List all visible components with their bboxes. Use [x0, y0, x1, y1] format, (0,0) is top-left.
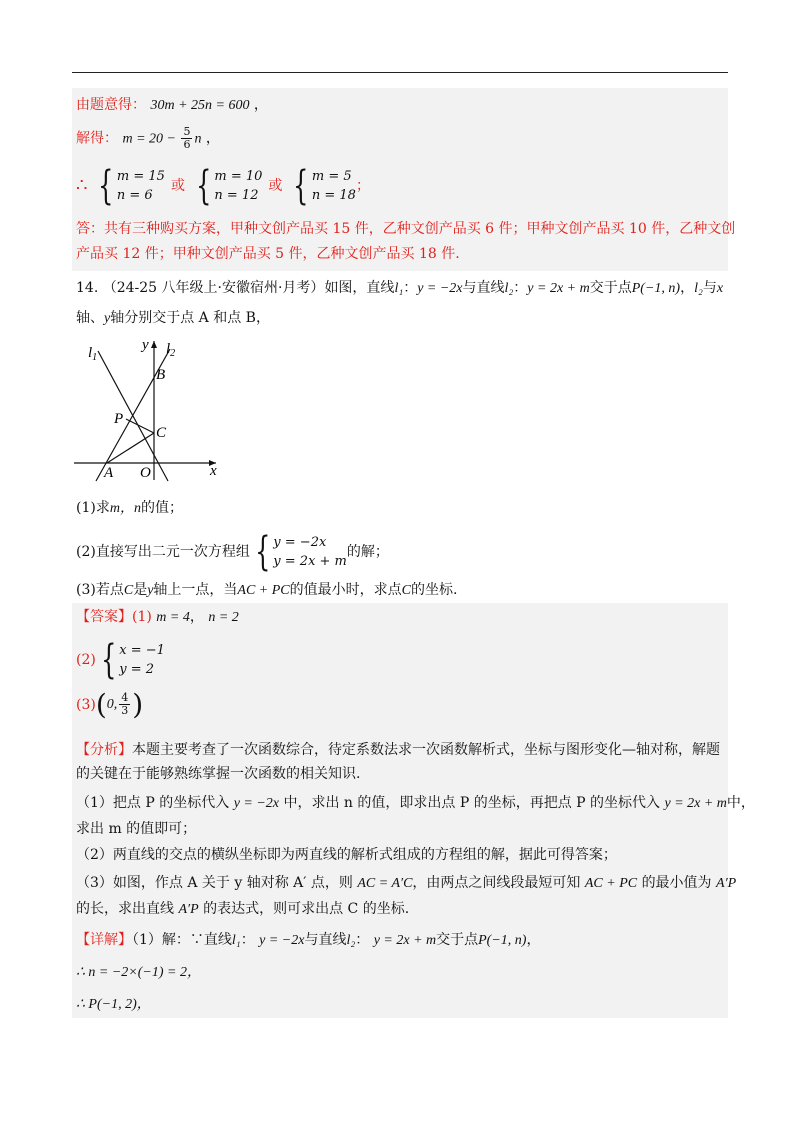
question-text: 的值最小时，求点 [289, 582, 402, 598]
question-text: (1)求 [76, 500, 110, 516]
stem-text: ： [403, 280, 418, 296]
l2-equation: y = 2x + m [527, 281, 590, 296]
analysis-step-1 [76, 792, 755, 815]
problem-stem-line-1 [76, 277, 723, 300]
stem-text: 轴分别交于点 A 和点 B， [110, 310, 270, 326]
prev-fraction [181, 126, 192, 151]
problem-stem-line-2 [76, 307, 270, 330]
system-1: { m = 15 n = 6 [98, 163, 165, 209]
detail-tag: 【详解】 [76, 932, 132, 948]
point-p: P(−1, n) [631, 281, 681, 296]
answer-system: { x = −1 y = 2 [100, 637, 165, 683]
analysis-text: 的表达式，则可求出点 C 的坐标. [203, 901, 410, 917]
detail-line-3: ∴ P(−1, 2)， [76, 997, 151, 1012]
answer-3: (3) ( 0, $\frac{4}{3}$ ) [76, 687, 144, 721]
system-3: { m = 5 n = 18 [293, 163, 356, 209]
system-row: x = −1 [119, 643, 165, 658]
l1-equation: y = −2x [417, 281, 463, 296]
analysis-text: 的长，求出直线 [76, 901, 174, 917]
stem-text: 与直线 [462, 280, 505, 296]
point-c: C [123, 583, 134, 598]
prev-equation: 30m + 25n = 600 [150, 98, 250, 113]
answer-m: m = 4 [156, 610, 190, 625]
fraction-denominator: 6 [183, 138, 191, 151]
answer-prefix: (3) [76, 696, 96, 713]
answer-2 [76, 637, 165, 683]
analysis-segment: A′P [178, 902, 199, 917]
analysis-text: ，由两点之间线段最短可知 [412, 875, 581, 891]
prev-solve-var: n [194, 131, 202, 147]
system-row: n = 6 [116, 188, 153, 203]
line-l2-label: l₂ [346, 933, 356, 948]
coordinate-figure [70, 335, 230, 485]
answer-prefix: (2) [76, 652, 96, 668]
label-y: y [142, 337, 149, 353]
question-text: 的解； [346, 544, 389, 560]
fraction-numerator: 5 [183, 125, 191, 138]
prev-label: 由题意得： [76, 97, 146, 113]
answer-prefix: (1) [132, 609, 152, 625]
answer-coord: 0, [106, 696, 118, 712]
detail-equation: y = −2x [259, 933, 305, 948]
label-x: x [210, 463, 217, 479]
line-l1-label: l₁ [394, 281, 404, 296]
question-vars: m，n [109, 501, 141, 516]
stem-text: 交于点 [589, 280, 632, 296]
analysis-line-1 [76, 739, 720, 761]
system-row: m = 10 [214, 169, 263, 184]
sum-expression: AC + PC [237, 583, 290, 598]
stem-text: ， [680, 280, 695, 296]
analysis-tag: 【分析】 [76, 742, 132, 758]
system-row: y = 2x + m [273, 554, 347, 569]
y-axis-arrow [151, 341, 157, 348]
line-l1-label: l₁ [231, 933, 241, 948]
line-l2-label: l₂ [504, 281, 514, 296]
analysis-equation: y = −2x [233, 796, 280, 811]
question-1 [76, 497, 183, 520]
problem-source: （24-25 八年级上·安徽宿州·月考） [102, 280, 325, 296]
question-text: 轴上一点，当 [153, 582, 238, 598]
prev-answer-line-1: 答：共有三种购买方案，甲种文创产品买 15 件，乙种文创产品买 6 件；甲种文创产品买 10 件，乙种文创 [76, 221, 736, 237]
fraction-denominator: 3 [121, 704, 129, 717]
point-c: C [401, 583, 411, 598]
prev-solve-label: 解得： [76, 130, 118, 147]
analysis-text: 中， [726, 795, 755, 811]
therefore-symbol: ∴ [76, 175, 88, 196]
fraction-numerator: 4 [121, 691, 129, 704]
detail-text: 与直线 [304, 932, 347, 948]
analysis-equation: AC = A′C [357, 876, 413, 891]
system-row: y = 2 [119, 662, 155, 677]
prev-solve-lhs: m = 20 − [122, 131, 180, 147]
system-2: { m = 10 n = 12 [196, 163, 263, 209]
answer-tag: 【答案】 [76, 609, 132, 625]
or-word: 或 [268, 178, 283, 194]
label-b: B [156, 367, 166, 383]
system-row: n = 18 [311, 188, 356, 203]
detail-text: ： [240, 932, 255, 948]
answer-n: n = 2 [208, 610, 239, 625]
analysis-line-2: 的关键在于能够熟练掌握一次函数的相关知识. [76, 766, 361, 782]
question-text: (3)若点 [76, 582, 124, 598]
analysis-text: 本题主要考查了一次函数综合，待定系数法求一次函数解析式，坐标与图形变化—轴对称，解题 [132, 742, 720, 758]
prev-punct: ， [253, 97, 268, 113]
system-row: y = −2x [273, 535, 327, 550]
detail-line-1 [76, 929, 540, 952]
question-text: (2)直接写出二元一次方程组 [76, 544, 250, 560]
stem-text: ： [513, 280, 528, 296]
detail-text: ： [355, 932, 370, 948]
problem-number: 14. [76, 280, 99, 296]
detail-text: （1）解：∵直线 [132, 932, 232, 948]
detail-line-2: ∴ n = −2×(−1) = 2， [76, 965, 201, 980]
var-x: x [716, 281, 724, 296]
var-y: y [147, 583, 154, 598]
analysis-text: （3）如图，作点 A 关于 y 轴对称 A′ 点，则 [76, 875, 353, 891]
label-p: P [114, 411, 124, 427]
analysis-text: 中，求出 n 的值，即求出点 P 的坐标，再把点 P 的坐标代入 [283, 795, 661, 811]
label-c: C [156, 425, 167, 441]
system-row: m = 15 [116, 169, 165, 184]
line-l2-label: l₂ [694, 281, 703, 296]
point-p: P(−1, n) [478, 933, 527, 948]
detail-text: 交于点 [436, 932, 479, 948]
label-l2: $l_2$ [166, 341, 176, 359]
segment-pc [126, 419, 154, 433]
answer-fraction [119, 692, 130, 717]
stem-text: 与 [702, 280, 717, 296]
analysis-equation: y = 2x + m [664, 796, 727, 811]
stem-text: 如图，直线 [324, 280, 395, 296]
question-2 [76, 529, 389, 575]
detail-equation: y = 2x + m [373, 933, 437, 948]
or-word: 或 [170, 178, 185, 194]
system-row: m = 5 [311, 169, 352, 184]
label-o: O [140, 465, 151, 481]
prev-systems [76, 163, 370, 209]
var-y: y [104, 311, 111, 326]
prev-punct: ； [355, 178, 370, 194]
analysis-step-2: （2）两直线的交点的横纵坐标即为两直线的解析式组成的方程组的解，据此可得答案； [76, 847, 617, 863]
analysis-text: 的最小值为 [641, 875, 712, 891]
question-text: 的值； [140, 500, 183, 516]
label-a: A [104, 465, 114, 481]
question-3 [76, 579, 457, 602]
question-system: { y = −2x y = 2x + m [254, 529, 347, 575]
system-row: n = 12 [214, 188, 259, 203]
detail-text: ， [526, 932, 541, 948]
prev-line-2 [76, 126, 220, 151]
answer-1 [76, 606, 239, 629]
answer-sep: ， [189, 609, 204, 625]
analysis-text: （1）把点 P 的坐标代入 [76, 795, 230, 811]
analysis-step-1b: 求出 m 的值即可； [76, 821, 197, 837]
prev-line-1 [76, 94, 268, 117]
question-text: 的坐标. [410, 582, 458, 598]
prev-answer-line-2: 产品买 12 件；甲种文创产品买 5 件，乙种文创产品买 18 件. [76, 246, 460, 262]
header-rule [72, 72, 728, 73]
analysis-step-3 [76, 872, 736, 895]
prev-punct: ， [205, 130, 220, 147]
label-l1: $l_1$ [88, 345, 98, 363]
analysis-step-3b [76, 898, 409, 921]
analysis-segment: A′P [716, 876, 737, 891]
question-text: 是 [133, 582, 148, 598]
analysis-equation: AC + PC [584, 876, 638, 891]
stem-text: 轴、 [76, 310, 104, 326]
